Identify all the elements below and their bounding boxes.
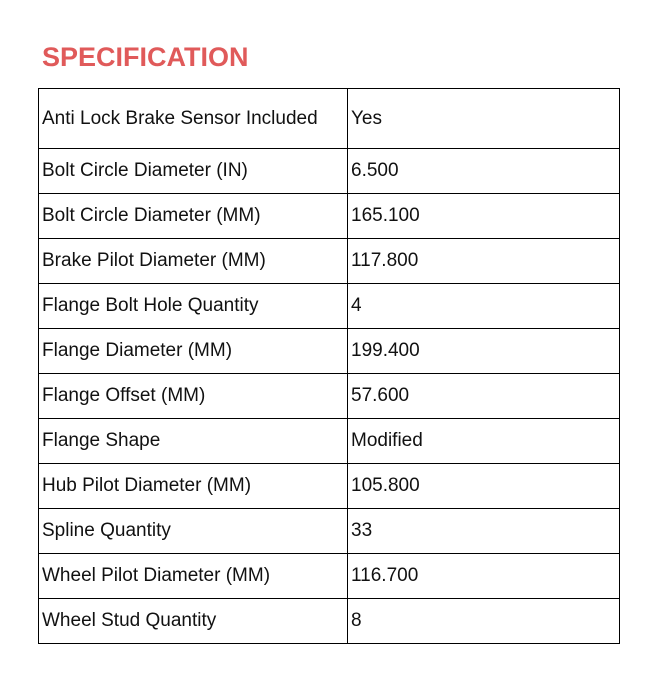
- table-row: [39, 419, 620, 464]
- spec-label: Flange Offset (MM): [39, 374, 348, 419]
- spec-label: Wheel Stud Quantity: [39, 599, 348, 644]
- table-row: [39, 284, 620, 329]
- spec-label: Anti Lock Brake Sensor Included: [39, 89, 348, 149]
- spec-value: 8: [348, 599, 620, 644]
- spec-label: Flange Bolt Hole Quantity: [39, 284, 348, 329]
- specification-table: [38, 88, 620, 644]
- spec-value: 105.800: [348, 464, 620, 509]
- table-row: [39, 239, 620, 284]
- spec-value: 6.500: [348, 149, 620, 194]
- table-row: [39, 464, 620, 509]
- spec-label: Brake Pilot Diameter (MM): [39, 239, 348, 284]
- spec-label: Hub Pilot Diameter (MM): [39, 464, 348, 509]
- spec-value: 199.400: [348, 329, 620, 374]
- table-row: [39, 194, 620, 239]
- spec-label: Flange Shape: [39, 419, 348, 464]
- spec-value: 33: [348, 509, 620, 554]
- spec-label: Bolt Circle Diameter (IN): [39, 149, 348, 194]
- spec-label: Bolt Circle Diameter (MM): [39, 194, 348, 239]
- table-row: [39, 509, 620, 554]
- table-row: [39, 149, 620, 194]
- spec-label: Wheel Pilot Diameter (MM): [39, 554, 348, 599]
- spec-label: Flange Diameter (MM): [39, 329, 348, 374]
- table-row: [39, 329, 620, 374]
- spec-label: Spline Quantity: [39, 509, 348, 554]
- table-row: [39, 374, 620, 419]
- table-row: [39, 554, 620, 599]
- spec-value: 57.600: [348, 374, 620, 419]
- table-row: [39, 599, 620, 644]
- page-title: SPECIFICATION: [42, 42, 249, 72]
- spec-value: 4: [348, 284, 620, 329]
- spec-value: 117.800: [348, 239, 620, 284]
- spec-value: 165.100: [348, 194, 620, 239]
- spec-value: Modified: [348, 419, 620, 464]
- spec-value: Yes: [348, 89, 620, 149]
- table-row: [39, 89, 620, 149]
- spec-value: 116.700: [348, 554, 620, 599]
